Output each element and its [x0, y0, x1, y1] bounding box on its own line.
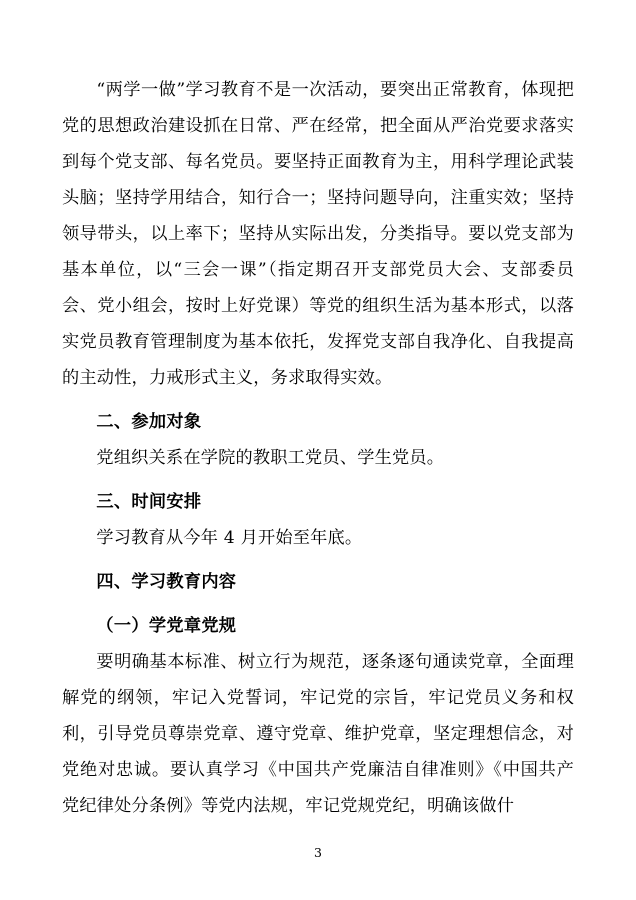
paragraph-spacer [62, 556, 574, 564]
section-heading-schedule: 三、时间安排 [96, 492, 202, 512]
body-paragraph: 党组织关系在学院的教职工党员、学生党员。 [96, 448, 445, 468]
body-paragraph: “两学一做”学习教育不是一次活动，要突出正常教育，体现把党的思想政治建设抓在日常、严在经常，把全面从严治党要求落实到每个党支部、每名党员。要坚持正面教育为主，用科学理论武装头脑；坚持学用结合，知行合一；坚持问题导向，注重实效；坚持领导带头，以上率下；坚持从实际出发，分类指导。要以党支部为基本单位，以“三会一课”（指定期召开支部党员大会、支部委员会、党小组会，按时上好党课）等党的组织生活为基本形式，以落实党员教育管理制度为基本依托，发挥党支部自我净化、自我提高的主动性，力戒形式主义，务求取得实效。 [62, 80, 574, 388]
paragraph-spacer [62, 600, 574, 608]
page-number: 3 [314, 845, 322, 860]
paragraph-spacer [62, 396, 574, 404]
body-paragraph: 学习教育从今年 4 月开始至年底。 [96, 528, 363, 548]
body-paragraph: 要明确基本标准、树立行为规范，逐条逐句通读党章，全面理解党的纲领，牢记入党誓词，牢记党的宗旨，牢记党员义务和权利，引导党员尊崇党章、遵守党章、维护党章，坚定理想信念，对党绝对忠诚。要认真学习《中国共产党廉洁自律准则》《中国共产党纪律处分条例》等党内法规，牢记党规党纪，明确该做什 [62, 652, 574, 816]
section-heading-content: 四、学习教育内容 [96, 572, 237, 592]
paragraph-spacer [62, 476, 574, 484]
subsection-heading-party-constitution: （一）学党章党规 [96, 616, 237, 636]
section-heading-participants: 二、参加对象 [96, 412, 202, 432]
document-body [62, 72, 574, 824]
